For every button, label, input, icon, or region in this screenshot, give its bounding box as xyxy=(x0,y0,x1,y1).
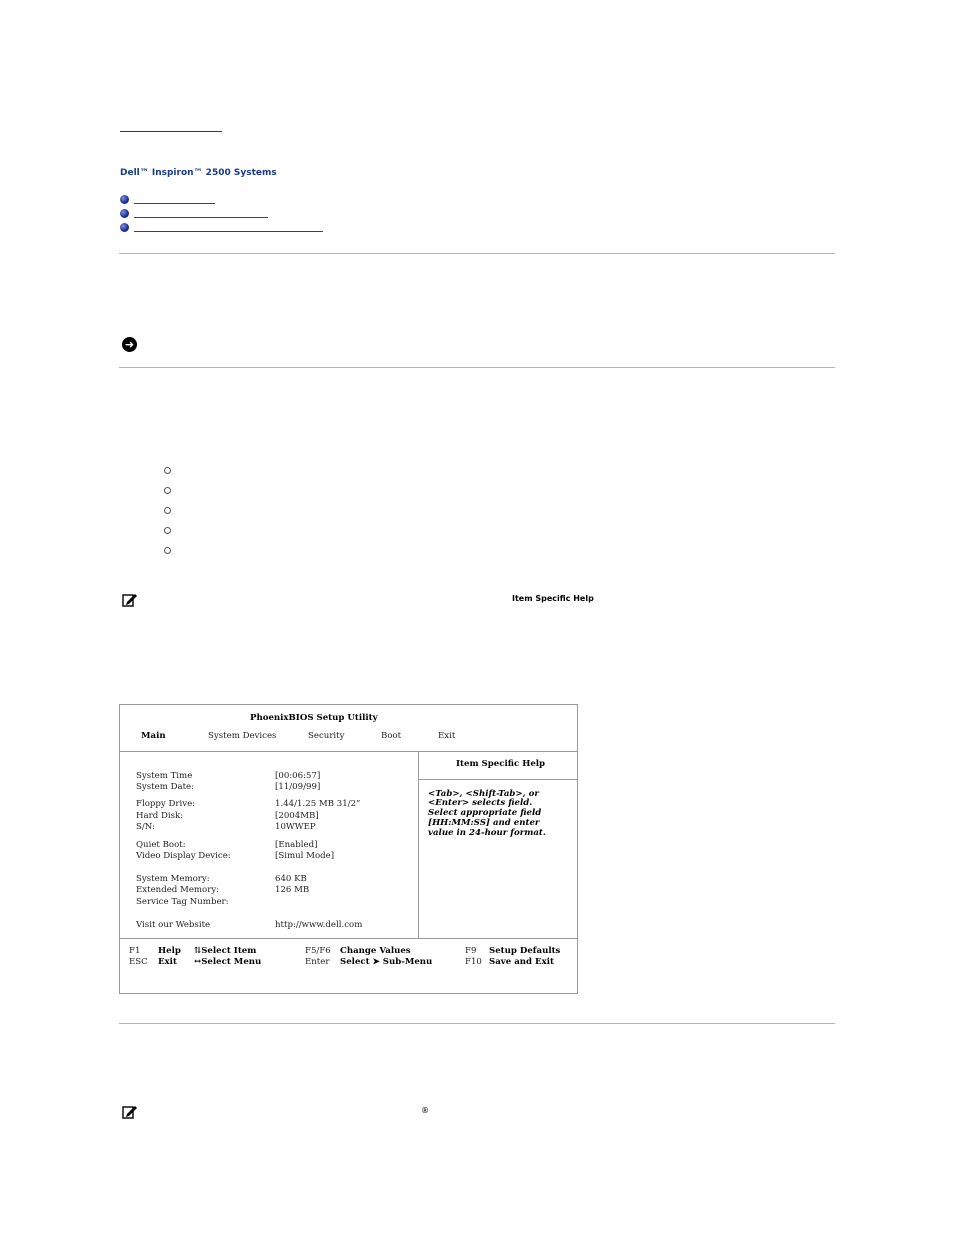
toc-bullet-icon xyxy=(120,223,129,232)
bios-key-action: Change Values xyxy=(340,946,411,956)
toc-link-underline xyxy=(134,217,268,218)
bios-key-select-item: ⇅Select Item xyxy=(194,946,257,956)
note-icon xyxy=(122,1105,138,1119)
bios-key-action: Save and Exit xyxy=(489,957,554,967)
bios-field-value: [00:06:57] xyxy=(275,771,321,781)
sub-bullet-icon xyxy=(164,487,171,494)
bios-field-label: Quiet Boot: xyxy=(136,840,186,850)
bios-divider xyxy=(120,938,577,939)
bios-key: F1 xyxy=(129,946,141,956)
bios-field-value: 1.44/1.25 MB 31/2” xyxy=(275,799,361,809)
sub-bullet-icon xyxy=(164,467,171,474)
bios-key-select-menu: ↔Select Menu xyxy=(194,957,262,967)
toc-bullet-icon xyxy=(120,209,129,218)
bios-field-value: [Simul Mode] xyxy=(275,851,335,861)
bios-field-value: [11/09/99] xyxy=(275,782,321,792)
page-title: Dell™ Inspiron™ 2500 Systems xyxy=(120,168,277,178)
bios-field-label: Video Display Device: xyxy=(136,851,231,861)
toc-item-1[interactable] xyxy=(120,195,220,205)
bios-field-value: [2004MB] xyxy=(275,811,319,821)
bios-key: Enter xyxy=(305,957,330,967)
bios-menu-main: Main xyxy=(141,731,166,741)
bios-field-label: Floppy Drive: xyxy=(136,799,196,809)
section-divider xyxy=(119,253,835,254)
bios-key: F10 xyxy=(465,957,482,967)
toc-link-underline xyxy=(134,231,323,232)
bios-menu-exit: Exit xyxy=(438,731,456,741)
bios-key-action: Setup Defaults xyxy=(489,946,561,956)
bios-divider xyxy=(120,751,577,752)
bios-field-value: 10WWEP xyxy=(275,822,316,832)
bios-field-label: S/N: xyxy=(136,822,155,832)
bios-divider xyxy=(418,779,577,780)
bios-field-value: [Enabled] xyxy=(275,840,318,850)
bios-title: PhoenixBIOS Setup Utility xyxy=(250,713,378,723)
sub-bullet-icon xyxy=(164,527,171,534)
bios-setup-screen xyxy=(119,704,578,994)
bios-key-action: Exit xyxy=(158,957,177,967)
toc-link-underline xyxy=(134,203,215,204)
bios-field-label: System Memory: xyxy=(136,874,210,884)
item-specific-help-label: Item Specific Help xyxy=(512,594,594,603)
bios-menu-boot: Boot xyxy=(381,731,402,741)
bios-field-label: Visit our Website xyxy=(136,920,211,930)
bios-field-value: http://www.dell.com xyxy=(275,920,363,930)
bios-field-value: 640 KB xyxy=(275,874,307,884)
section-divider xyxy=(119,367,835,368)
sub-bullet-icon xyxy=(164,547,171,554)
bios-help-text: value in 24-hour format. xyxy=(428,828,546,838)
bios-key: ESC xyxy=(129,957,148,967)
bios-field-label: Hard Disk: xyxy=(136,811,184,821)
bios-field-label: System Time xyxy=(136,771,193,781)
notice-icon: ➜ xyxy=(122,337,137,352)
toc-item-3[interactable] xyxy=(120,223,330,233)
toc-bullet-icon xyxy=(120,195,129,204)
bios-field-value: 126 MB xyxy=(275,885,310,895)
section-divider xyxy=(119,1023,835,1024)
bios-key: F9 xyxy=(465,946,477,956)
toc-item-2[interactable] xyxy=(120,209,280,219)
bios-help-text: <Tab>, <Shift-Tab>, or xyxy=(428,789,539,799)
sub-bullet-icon xyxy=(164,507,171,514)
bios-field-label: Extended Memory: xyxy=(136,885,220,895)
bios-field-label: Service Tag Number: xyxy=(136,897,229,907)
bios-help-text: [HH:MM:SS] and enter xyxy=(428,818,540,828)
bios-menu-security: Security xyxy=(308,731,345,741)
bios-key: F5/F6 xyxy=(305,946,331,956)
bios-key-action: Select ➤ Sub-Menu xyxy=(340,957,433,967)
note-icon xyxy=(122,593,138,607)
bios-key-action: Help xyxy=(158,946,181,956)
bios-help-heading: Item Specific Help xyxy=(456,759,546,769)
bios-help-text: Select appropriate field xyxy=(428,808,542,818)
bios-menu-system-devices: System Devices xyxy=(208,731,277,741)
registered-mark: ® xyxy=(421,1106,429,1115)
bios-help-text: <Enter> selects field. xyxy=(428,798,533,808)
bios-field-label: System Date: xyxy=(136,782,195,792)
back-to-contents-link[interactable] xyxy=(120,124,222,132)
